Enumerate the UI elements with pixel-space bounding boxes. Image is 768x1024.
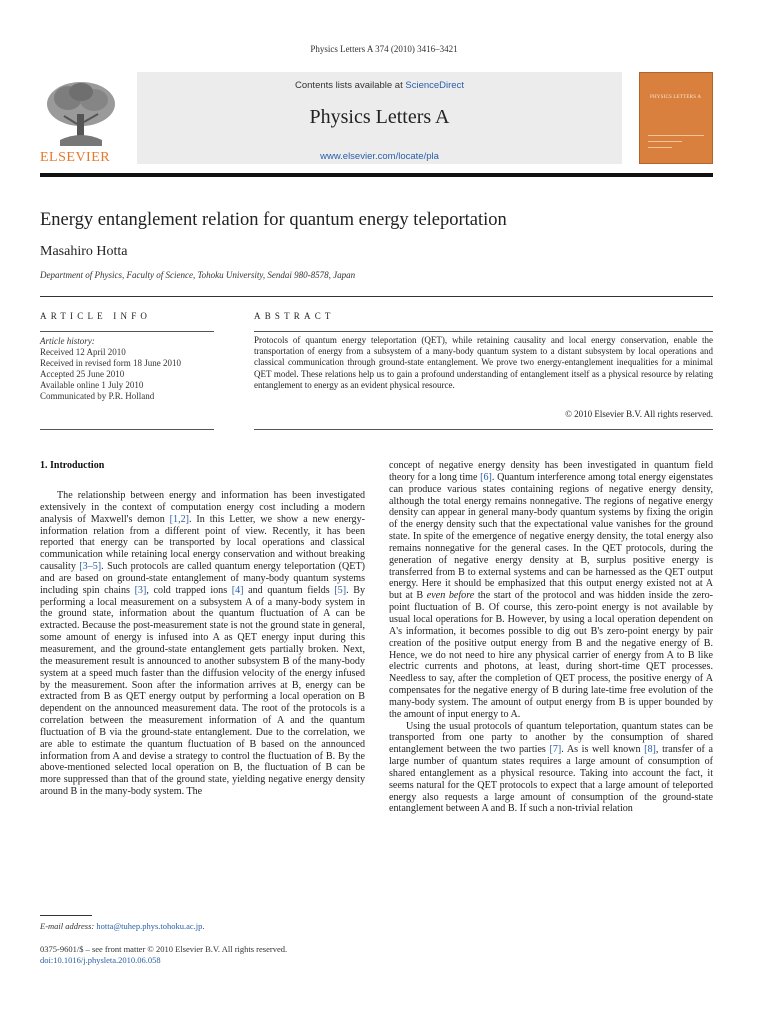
text-run: . bbox=[202, 921, 205, 931]
history-item: Received in revised form 18 June 2010 bbox=[40, 358, 181, 368]
cover-divider bbox=[648, 141, 682, 142]
paragraph bbox=[389, 460, 713, 721]
article-info-heading: ARTICLE INFO bbox=[40, 311, 152, 321]
abstract-text: Protocols of quantum energy teleportation (QET), while retaining causality and local energy conservation, enable the transportation of energy from a subsystem of a many-body quantum system to a distant subsystem by local operations and classical communication through ground-state entanglement. We prove two energy-entanglement inequalities for a minimal QET model. These relations help us to gain a profound understanding of entanglement itself as a physical resource by relating entanglement to energy as an evident physical resource. bbox=[254, 335, 713, 390]
citation-link[interactable]: [3] bbox=[134, 584, 147, 596]
text-run: . In this Letter, we show a new energy-information relation from a different point of view. Recently, it has been reported that energy can be transported by local operations and classical communication while retaining local energy conservation and without breaking causality bbox=[40, 513, 365, 573]
text-run: . As is well known bbox=[561, 744, 645, 756]
text-run: . Quantum interference among total energy eigenstates can produce various states containing regions of negative energy density, although the total energy remains nonnegative. The regions of negative energy density can appear in general many-body quantum systems by fixing the origin of the energy density such that the expectational value vanishes for the ground state. In spite of the emergence of negative energy density, the total energy also remains nonnegative for the general cases. In the QET protocols, during the generation of negative energy density at B, surplus positive energy is transferred from B to external systems and can be harnessed as the QET output energy. Here it should be emphasized that this output energy existed not at A but at B bbox=[389, 471, 713, 602]
citation-link[interactable]: [1,2] bbox=[169, 513, 189, 525]
journal-cover-image bbox=[639, 72, 713, 164]
text-run: The relationship between energy and information has been investigated extensively in the context of computation energy cost including a modern analysis of Maxwell's demon bbox=[40, 490, 365, 525]
cover-title: PHYSICS LETTERS A bbox=[650, 95, 702, 100]
cover-divider bbox=[648, 147, 672, 148]
contents-prefix: Contents lists available at bbox=[295, 80, 406, 91]
cover-divider bbox=[648, 135, 704, 136]
paragraph bbox=[389, 721, 713, 816]
journal-reference: Physics Letters A 374 (2010) 3416–3421 bbox=[310, 44, 458, 54]
email-link[interactable]: hotta@tuhep.phys.tohoku.ac.jp bbox=[96, 921, 203, 931]
paragraph bbox=[40, 490, 365, 798]
abstract-heading: ABSTRACT bbox=[254, 311, 335, 321]
emphasis-text: even before bbox=[426, 590, 475, 602]
section-divider bbox=[40, 296, 713, 297]
citation-link[interactable]: [5] bbox=[334, 584, 347, 596]
citation-link[interactable]: [7] bbox=[549, 744, 562, 756]
text-run: , transfer of a large number of quantum states requires a large amount of consumption of shared entanglement as a physical resource. Taking into account the fact, it seems natural for the QET protocols to expect that a large amount of teleported energy also requests a large amount of consumption of the ground-state entanglement between A and B. If such a non-trivial relation bbox=[389, 744, 714, 815]
abstract-copyright: © 2010 Elsevier B.V. All rights reserved. bbox=[565, 409, 713, 419]
citation-link[interactable]: [3–5] bbox=[79, 561, 102, 573]
citation-link[interactable]: [6] bbox=[480, 471, 492, 483]
text-run: , cold trapped ions bbox=[146, 584, 232, 596]
history-label: Article history: bbox=[40, 336, 95, 346]
history-item: Available online 1 July 2010 bbox=[40, 380, 144, 390]
journal-title: Physics Letters A bbox=[309, 106, 450, 128]
text-run: . By performing a local measurement on a subsystem A of a many-body system in the ground state, information about the quantum fluctuation of A can be extracted. Because the post-measurement state is not the ground state in general, some amount of energy is infused into A as QET energy input during this measurement, and the ground-state entanglement gets partially broken. Next, the measurement result is announced to another subsystem B of the many-body system at a speed much faster than the diffusion velocity of the energy infused by the measurement. Soon after the information arrives at B, energy can be extracted from B as QET energy output by performing a local operation on B dependent on the announced measurement data. The root of the protocols is a correlation between the measurement information of A and the quantum fluctuation of B via the ground-state entanglement. Due to the correlation, we are able to estimate the quantum fluctuation of B based on the announced information from A and devise a strategy to control the fluctuation of B. By the above-mentioned selected local operation on B, the fluctuation of B can be more suppressed than that of the ground state, yielding negative energy density around B in the many-body system. The bbox=[40, 584, 365, 798]
article-title: Energy entanglement relation for quantum energy teleportation bbox=[40, 210, 507, 230]
history-item: Received 12 April 2010 bbox=[40, 347, 126, 357]
citation-link[interactable]: [8] bbox=[644, 744, 656, 756]
footnote-email bbox=[40, 921, 205, 931]
article-history bbox=[40, 336, 215, 402]
doi-link[interactable]: doi:10.1016/j.physleta.2010.06.058 bbox=[40, 955, 161, 965]
footnote-rule bbox=[40, 915, 92, 916]
body-column-right bbox=[389, 460, 713, 815]
citation-link[interactable]: [4] bbox=[231, 584, 244, 596]
sciencedirect-link[interactable]: ScienceDirect bbox=[405, 80, 464, 91]
author-affiliation: Department of Physics, Faculty of Science, Tohoku University, Sendai 980-8578, Japan bbox=[40, 270, 356, 280]
article-author: Masahiro Hotta bbox=[40, 244, 128, 259]
text-run: Using the usual protocols of quantum teleportation, quantum states can be transported from one party to another by the consumption of shared entanglement between the two parties bbox=[389, 720, 713, 756]
publisher-name: ELSEVIER bbox=[40, 150, 111, 165]
introduction-heading: 1. Introduction bbox=[40, 460, 105, 471]
issn-line: 0375-9601/$ – see front matter © 2010 Elsevier B.V. All rights reserved. bbox=[40, 944, 288, 954]
text-run: the start of the protocol and was hidden inside the zero-point fluctuation of B. Of course, this zero-point energy is not available by usual local operations for B. However, by using a local operation dependent on A's information, it becomes possible to dig out B's zero-point energy by pair creation of the positive output energy from B and the negative energy of B. Hence, we do not need to hire any physical carrier of energy from A to B like electric currents and photons, at least, during short-time QET processes. Needless to say, after the completion of QET process, the positive energy of A compensates for the negative energy of B during late-time free evolution of the many-body system. The amount of output energy from B is upper bounded by the amount of input energy to A. bbox=[389, 590, 713, 720]
email-label: E-mail address: bbox=[40, 921, 97, 931]
article-info-bottom-rule bbox=[40, 429, 214, 430]
text-run: and quantum fields bbox=[243, 584, 335, 596]
contents-availability bbox=[137, 80, 622, 91]
journal-url-link[interactable]: www.elsevier.com/locate/pla bbox=[320, 151, 439, 162]
body-column-left bbox=[40, 490, 365, 798]
abstract-rule bbox=[254, 331, 713, 332]
header-rule bbox=[40, 173, 713, 177]
text-run: . Such protocols are called quantum energy teleportation (QET) and are based on ground-state entanglement of many-body quantum systems including spin chains bbox=[40, 561, 365, 596]
abstract-bottom-rule bbox=[254, 429, 713, 430]
article-info-rule bbox=[40, 331, 214, 332]
history-item: Communicated by P.R. Holland bbox=[40, 391, 155, 401]
text-run: concept of negative energy density has been investigated in quantum field theory for a long time bbox=[389, 460, 713, 483]
history-item: Accepted 25 June 2010 bbox=[40, 369, 125, 379]
